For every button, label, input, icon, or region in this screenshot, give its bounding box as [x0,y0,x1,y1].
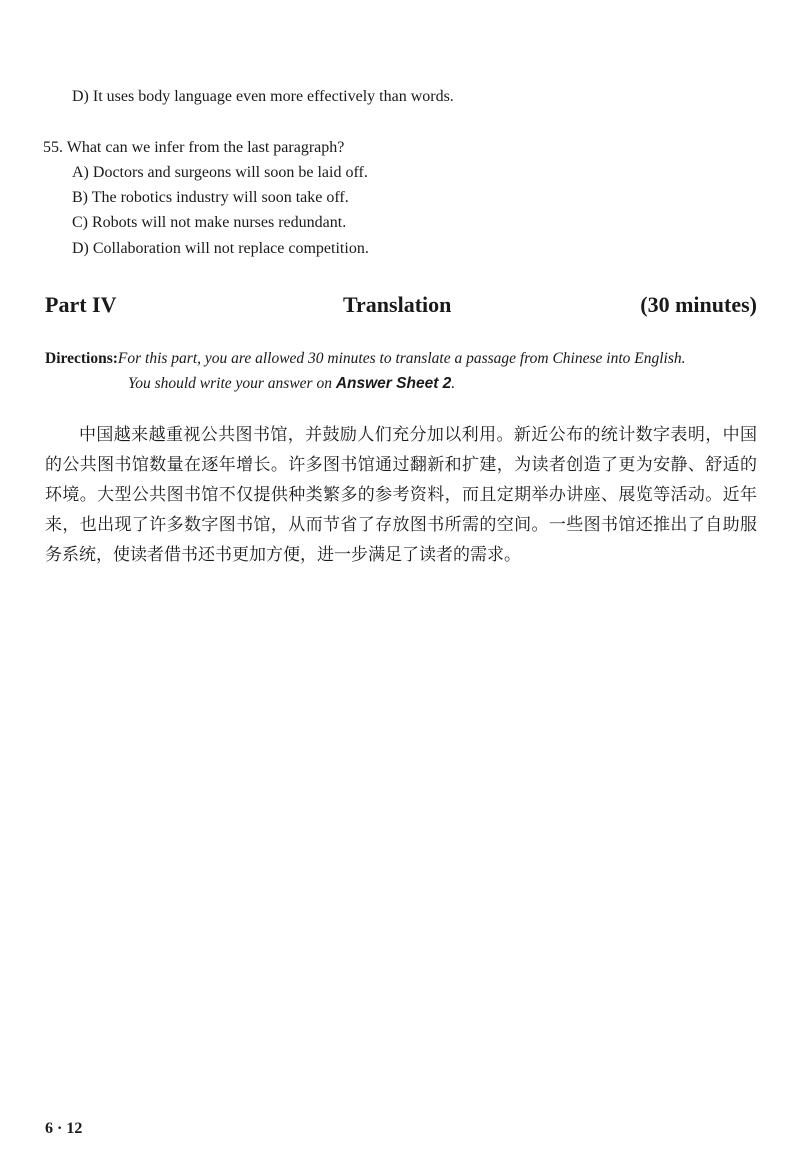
directions-line1: For this part, you are allowed 30 minutes to translate a passage from Chinese into English. [117,350,686,367]
q55-option-b: B) The robotics industry will soon take off. [72,189,349,206]
directions-line2-prefix: You should write your answer on [128,375,336,392]
q55-option-d: D) Collaboration will not replace competition. [72,240,369,257]
q55-option-a: A) Doctors and surgeons will soon be laid off. [72,164,368,181]
q54-option-d: D) It uses body language even more effectively than words. [72,88,454,105]
q55-option-c: C) Robots will not make nurses redundant. [72,214,347,231]
part-title: Translation [343,292,452,317]
part-label: Part IV [45,292,117,317]
directions-line2-suffix: . [451,375,456,392]
part-header [45,290,757,320]
translation-passage: 中国越来越重视公共图书馆，并鼓励人们充分加以利用。新近公布的统计数字表明，中国的公共图书馆数量在逐年增长。许多图书馆通过翻新和扩建，为读者创造了更为安静、舒适的环境。大型公共图书馆不仅提供种类繁多的参考资料，而且定期举办讲座、展览等活动。近年来，也出现了许多数字图书馆，从而节省了存放图书所需的空间。一些图书馆还推出了自助服务系统，使读者借书还书更加方便，进一步满足了读者的需求。 [45,425,757,565]
directions [45,346,757,396]
page-number: 6 · 12 [45,1120,83,1137]
directions-line2 [45,371,757,396]
directions-label: Directions: [45,350,118,367]
answer-sheet-ref: Answer Sheet 2 [335,375,452,392]
part-time: (30 minutes) [640,292,757,317]
q55-stem: 55. What can we infer from the last paragraph? [43,139,345,156]
